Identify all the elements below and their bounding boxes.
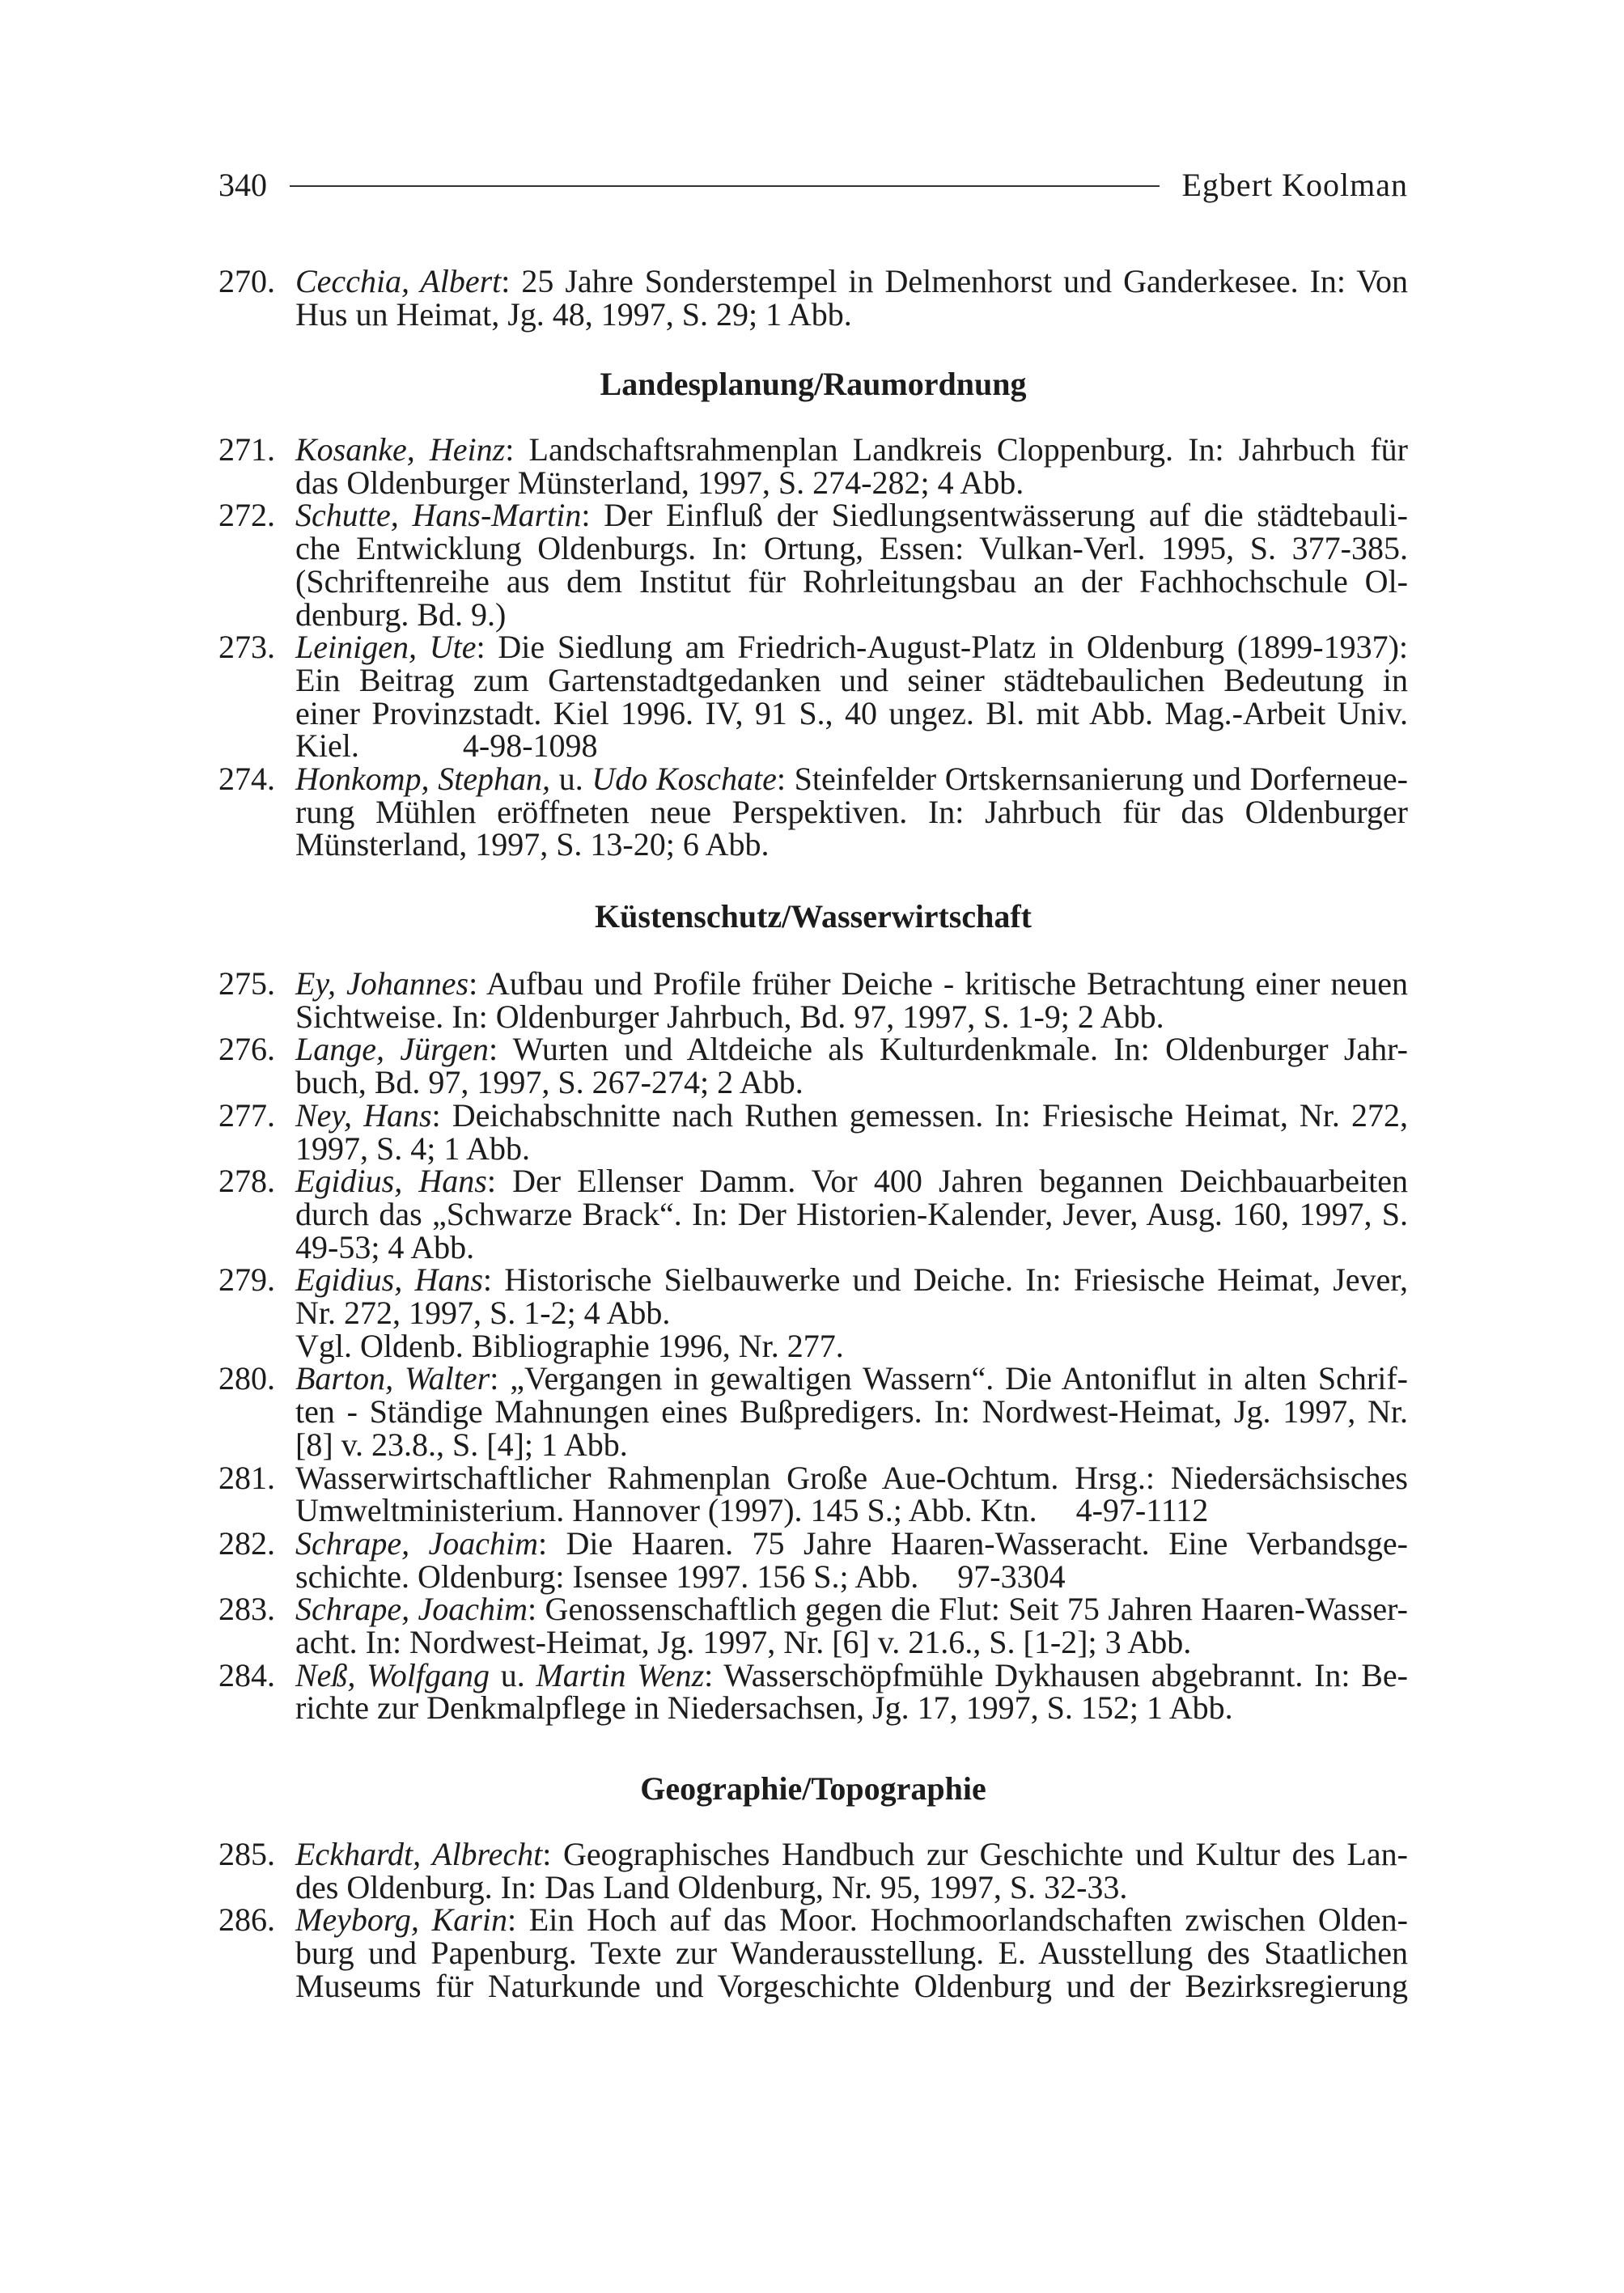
- entry-text: durch das „Schwarze Brack“. In: Der Historien-Kalender, Jever, Ausg. 160, 1997, S.: [295, 1195, 1408, 1232]
- entry-line: [295, 1261, 1409, 1299]
- entry-line: [295, 1593, 1408, 1626]
- entry-line: [295, 499, 1408, 532]
- entry-text: schichte. Oldenburg: Isensee 1997. 156 S.; Abb.: [295, 1558, 919, 1595]
- entry-line: [295, 1393, 1408, 1430]
- entry-line: [295, 965, 1408, 1002]
- entry-text: Münsterland, 1997, S. 13-20; 6 Abb.: [295, 826, 770, 863]
- entry-author: Eckhardt, Albrecht: [295, 1836, 543, 1872]
- entry-author: Lange, Jürgen: [295, 1031, 489, 1068]
- entry-text: : Die Haaren. 75 Jahre Haaren-Wasseracht. Eine Verbandsge-: [538, 1524, 1408, 1562]
- entry-text: che Entwicklung Oldenburgs. In: Ortung, Essen: Vulkan-Verl. 1995, S. 377-385.: [295, 530, 1408, 567]
- entry-text: : Steinfelder Ortskernsanierung und Dorferneue-: [776, 761, 1408, 798]
- entry-line: [295, 1524, 1408, 1562]
- bibliography-entry: [218, 1524, 1408, 1595]
- entry-line: [295, 1937, 1408, 1970]
- entry-number: 286.: [218, 1901, 275, 1939]
- entry-line: [295, 265, 1408, 299]
- entry-author: Udo Koschate: [592, 761, 777, 798]
- entry-author: Kosanke, Heinz: [295, 431, 506, 468]
- entry-line: [295, 431, 1408, 468]
- entry-text: : Wurten und Altdeiche als Kulturdenkmale. In: Oldenburger Jahr-: [488, 1031, 1409, 1068]
- entry-number: 276.: [218, 1031, 275, 1068]
- entry-line: [295, 1228, 1408, 1265]
- entry-text: Sichtweise. In: Oldenburger Jahrbuch, Bd. 97, 1997, S. 1-9; 2 Abb.: [295, 998, 1164, 1035]
- entry-text: : 25 Jahre Sonderstempel in Delmenhorst und Ganderkesee. In: Von: [501, 263, 1409, 299]
- entry-line: [295, 295, 1408, 333]
- entry-author: Schrape, Joachim: [295, 1591, 528, 1628]
- entry-number: 272.: [218, 497, 275, 534]
- entry-line: [295, 1459, 1408, 1496]
- entry-line: [295, 562, 1408, 600]
- bibliography-entry: [218, 631, 1408, 763]
- entry-number: 277.: [218, 1096, 275, 1134]
- entry-line: [295, 596, 1408, 633]
- entry-list: [218, 431, 1409, 863]
- entry-text: Ein Beitrag zum Gartenstadtgedanken und seiner städtebaulichen Bedeutung in: [295, 661, 1408, 698]
- entry-number: 271.: [218, 431, 275, 468]
- entry-text: : Ein Hoch auf das Moor. Hochmoorlandschaften zwischen Olden-: [507, 1901, 1408, 1939]
- entry-number: 280.: [218, 1360, 275, 1397]
- entry-author: Egidius, Hans: [295, 1163, 487, 1200]
- entry-line: [295, 793, 1408, 830]
- entry-shelfmark: 97-3304: [957, 1558, 1066, 1595]
- bibliography-entry: [218, 1656, 1408, 1727]
- entry-text: : Geographisches Handbuch zur Geschichte und Kultur des Lan-: [542, 1836, 1408, 1872]
- entry-line: [295, 1558, 1408, 1595]
- entry-text: : Landschaftsrahmenplan Landkreis Cloppenburg. In: Jahrbuch für: [505, 431, 1408, 468]
- entry-author: Neß, Wolfgang: [295, 1656, 490, 1693]
- entry-line: [295, 763, 1408, 796]
- entry-line: [295, 1967, 1408, 2004]
- entry-number: 284.: [218, 1656, 275, 1693]
- entry-text: einer Provinzstadt. Kiel 1996. IV, 91 S., 40 ungez. Bl. mit Abb. Mag.-Arbeit Univ.: [295, 694, 1408, 731]
- entry-line: [295, 998, 1408, 1035]
- entry-author: Leinigen, Ute: [295, 629, 477, 666]
- entry-line: [295, 631, 1408, 664]
- running-head-author: Egbert Koolman: [1181, 166, 1408, 203]
- entry-text: : Deichabschnitte nach Ruthen gemessen. In: Friesische Heimat, Nr. 272,: [431, 1096, 1408, 1134]
- entry-line: [295, 1494, 1408, 1528]
- entry-text: (Schriftenreihe aus dem Institut für Rohrleitungsbau an der Fachhochschule Ol-: [295, 562, 1408, 600]
- entry-author: Schrape, Joachim: [295, 1524, 538, 1562]
- bibliography-entry: [218, 1593, 1408, 1659]
- entry-line: [295, 1901, 1408, 1939]
- entry-line: [295, 1656, 1408, 1693]
- entry-number: 274.: [218, 761, 275, 798]
- running-head: [218, 167, 1408, 202]
- entry-text: ten - Ständige Mahnungen eines Bußpredigers. In: Nordwest-Heimat, Jg. 1997, Nr.: [295, 1393, 1408, 1430]
- entry-text: : Wasserschöpfmühle Dykhausen abgebrannt. In: Be-: [704, 1656, 1408, 1693]
- bibliography-entry: [218, 265, 1408, 331]
- entry-line: [295, 1066, 1408, 1100]
- entry-line: [295, 1838, 1408, 1871]
- entry-text: acht. In: Nordwest-Heimat, Jg. 1997, Nr. [6] v. 21.6., S. [1-2]; 3 Abb.: [295, 1624, 1192, 1661]
- entry-author: Barton, Walter: [295, 1360, 490, 1397]
- entry-line: [295, 1130, 1408, 1167]
- entry-line: [295, 532, 1408, 566]
- entry-text: : Aufbau und Profile früher Deiche - kritische Betrachtung einer neuen: [469, 965, 1408, 1002]
- bibliography-entry: [218, 1033, 1408, 1099]
- bibliography-entry: [218, 1838, 1408, 1904]
- entry-line: [295, 694, 1408, 731]
- entry-text: buch, Bd. 97, 1997, S. 267-274; 2 Abb.: [295, 1064, 804, 1101]
- entry-shelfmark: 4-97-1112: [1075, 1492, 1209, 1529]
- bibliography-entry: [218, 1901, 1408, 2004]
- page-number: 340: [218, 166, 267, 203]
- entry-text: denburg. Bd. 9.): [295, 596, 507, 633]
- entry-text: : Der Einfluß der Siedlungsentwässerung auf die städtebauli-: [581, 497, 1408, 534]
- entry-line: [295, 464, 1408, 501]
- entry-line: [295, 1195, 1408, 1232]
- entry-author: Ney, Hans: [295, 1096, 432, 1134]
- bibliography-entry: [218, 1165, 1408, 1264]
- section-heading: Geographie/Topographie: [640, 1770, 986, 1807]
- entry-text: u.: [550, 761, 592, 798]
- entry-number: 279.: [218, 1261, 275, 1299]
- entry-text: 49-53; 4 Abb.: [295, 1228, 475, 1265]
- entry-author: Ey, Johannes: [295, 965, 469, 1002]
- entry-text: 1997, S. 4; 1 Abb.: [295, 1130, 531, 1167]
- entry-line: [295, 1868, 1408, 1905]
- bibliography-entry: [218, 1360, 1408, 1463]
- entry-number: 285.: [218, 1836, 275, 1872]
- entry-line: [295, 1033, 1408, 1066]
- entry-author: Martin Wenz: [536, 1656, 705, 1693]
- entry-line: [295, 1096, 1408, 1134]
- entry-author: Egidius, Hans: [295, 1261, 483, 1299]
- entry-number: 273.: [218, 629, 275, 666]
- bibliography-entry: [218, 431, 1408, 501]
- bibliography-entry: [218, 1261, 1409, 1364]
- entry-line: [295, 661, 1408, 698]
- section-heading: Landesplanung/Raumordnung: [600, 366, 1027, 402]
- entry-text: Nr. 272, 1997, S. 1-2; 4 Abb.: [295, 1295, 671, 1332]
- entry-text: Kiel.: [295, 727, 359, 765]
- entry-text: : Die Siedlung am Friedrich-August-Platz in Oldenburg (1899-1937):: [476, 629, 1409, 666]
- entry-number: 282.: [218, 1524, 275, 1562]
- entry-line: [295, 1327, 1408, 1364]
- entry-author: Schutte, Hans-Martin: [295, 497, 582, 534]
- entry-list: [218, 965, 1409, 1727]
- entry-text: [8] v. 23.8., S. [4]; 1 Abb.: [295, 1426, 628, 1463]
- entry-text: : Der Ellenser Damm. Vor 400 Jahren begannen Deichbauarbeiten: [486, 1163, 1408, 1200]
- entry-text: u.: [490, 1656, 536, 1693]
- entry-text: das Oldenburger Münsterland, 1997, S. 274-282; 4 Abb.: [295, 464, 1024, 501]
- entry-line: [295, 1626, 1408, 1659]
- entry-line: [295, 1426, 1408, 1463]
- entry-text: : Historische Sielbauwerke und Deiche. In: Friesische Heimat, Jever,: [482, 1261, 1409, 1299]
- entry-line: [295, 1297, 1408, 1330]
- entry-text: Hus un Heimat, Jg. 48, 1997, S. 29; 1 Abb.: [295, 295, 852, 333]
- entry-text: rung Mühlen eröffneten neue Perspektiven. In: Jahrbuch für das Oldenburger: [295, 793, 1408, 830]
- entry-line: [295, 1165, 1408, 1198]
- entry-text: Umweltministerium. Hannover (1997). 145 S.; Abb. Ktn.: [295, 1492, 1037, 1529]
- entry-text: : „Vergangen in gewaltigen Wassern“. Die Antoniflut in alten Schrif-: [490, 1360, 1408, 1397]
- entry-line: [295, 727, 1408, 765]
- entry-author: Honkomp, Stephan,: [295, 761, 551, 798]
- entry-list: [218, 1838, 1408, 2003]
- entry-text: des Oldenburg. In: Das Land Oldenburg, Nr. 95, 1997, S. 32-33.: [295, 1868, 1128, 1905]
- entry-number: 283.: [218, 1591, 275, 1628]
- entry-text: richte zur Denkmalpflege in Niedersachsen, Jg. 17, 1997, S. 152; 1 Abb.: [295, 1689, 1233, 1727]
- entry-list: [218, 265, 1408, 331]
- entry-number: 281.: [218, 1459, 275, 1496]
- bibliography-entry: [218, 763, 1408, 862]
- entry-line: [295, 826, 1408, 863]
- entry-number: 275.: [218, 965, 275, 1002]
- header-rule: [290, 185, 1160, 187]
- entry-text: Museums für Naturkunde und Vorgeschichte Oldenburg und der Bezirksregierung: [295, 1967, 1408, 2004]
- bibliography-entry: [218, 1096, 1408, 1167]
- entry-line: [295, 1360, 1408, 1397]
- entry-shelfmark: 4-98-1098: [462, 727, 598, 765]
- entry-number: 278.: [218, 1163, 275, 1200]
- entry-text: Wasserwirtschaftlicher Rahmenplan Große Aue-Ochtum. Hrsg.: Niedersächsisches: [295, 1459, 1408, 1496]
- entry-text: : Genossenschaftlich gegen die Flut: Seit 75 Jahren Haaren-Wasser-: [528, 1591, 1408, 1628]
- entry-author: Meyborg, Karin: [295, 1901, 507, 1939]
- entry-text: burg und Papenburg. Texte zur Wanderausstellung. E. Ausstellung des Staatlichen: [295, 1935, 1408, 1972]
- entry-author: Cecchia, Albert: [295, 263, 502, 299]
- entry-number: 270.: [218, 263, 275, 299]
- entry-text: Vgl. Oldenb. Bibliographie 1996, Nr. 277.: [295, 1327, 844, 1364]
- entry-line: [295, 1689, 1408, 1727]
- bibliography-entry: [218, 965, 1408, 1035]
- section-heading: Küstenschutz/Wasserwirtschaft: [595, 898, 1032, 935]
- bibliography-entry: [218, 1459, 1408, 1529]
- bibliography-entry: [218, 499, 1408, 631]
